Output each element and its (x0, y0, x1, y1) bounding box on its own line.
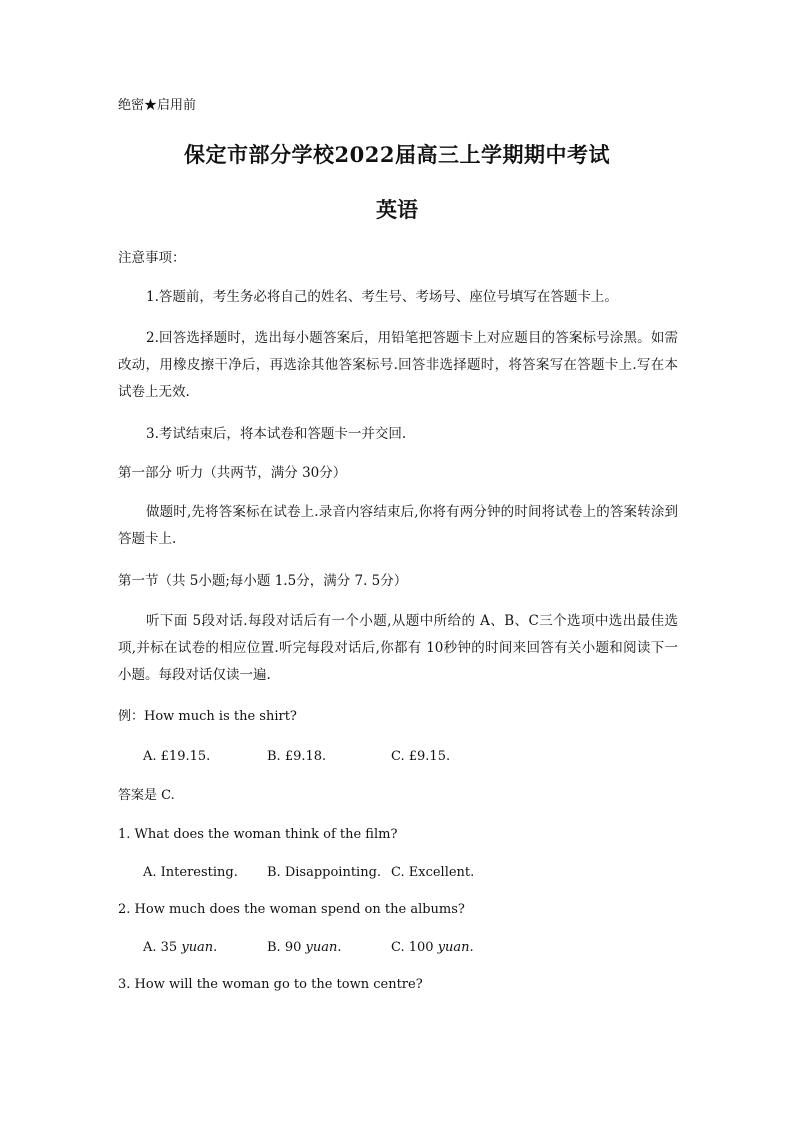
q2-option-a-value: A. 35 (143, 940, 178, 955)
q1-option-b: B. Disappointing. (267, 865, 382, 880)
question-2: 2. How much does the woman spend on the albums? (118, 902, 465, 917)
q2-option-a (143, 939, 217, 957)
q2-option-c-unit: yuan. (437, 940, 474, 955)
question-3: 3. How will the woman go to the town centre? (118, 977, 423, 992)
exam-title: 保定市部分学校2022届高三上学期期中考试 (184, 142, 610, 167)
example-answer: 答案是 C. (118, 788, 175, 803)
part1-intro: 做题时,先将答案标在试卷上.录音内容结束后,你将有两分钟的时间将试卷上的答案转涂到答题卡上. (118, 504, 678, 547)
q2-option-b-unit: yuan. (305, 940, 342, 955)
q1-option-c: C. Excellent. (391, 865, 475, 880)
subject-title: 英语 (376, 197, 418, 222)
example-option-a: A. £19.15. (143, 749, 211, 764)
part1-heading: 第一部分 听力（共两节，满分 30分） (118, 465, 347, 481)
question-1: 1. What does the woman think of the film? (118, 827, 398, 842)
q2-option-c (391, 939, 474, 957)
example-option-b: B. £9.18. (267, 749, 327, 764)
notes-item-3: 3.考试结束后，将本试卷和答题卡一并交回. (146, 426, 407, 442)
q2-option-b-value: B. 90 (267, 940, 302, 955)
q1-option-a: A. Interesting. (143, 865, 238, 880)
section1-intro: 听下面 5段对话.每段对话后有一个小题,从题中所给的 A、B、C三个选项中选出最佳选项,并标在试卷的相应位置.听完每段对话后,你都有 10秒钟的时间来回答有关小题和阅读下一小题。每段对话仅读一遍. (118, 613, 678, 683)
notes-item-1: 1.答题前，考生务必将自己的姓名、考生号、考场号、座位号填写在答题卡上。 (146, 289, 618, 305)
confidential-label: 绝密★启用前 (118, 98, 197, 113)
q2-option-a-unit: yuan. (181, 940, 218, 955)
notes-heading: 注意事项： (118, 250, 186, 266)
q2-option-c-value: C. 100 (391, 940, 434, 955)
example-question: 例：How much is the shirt? (118, 709, 297, 724)
notes-item-2: 2.回答选择题时，选出每小题答案后，用铅笔把答题卡上对应题目的答案标号涂黑。如需改动，用橡皮擦干净后，再选涂其他答案标号.回答非选择题时，将答案写在答题卡上.写在本试卷上无效. (118, 330, 678, 400)
example-option-c: C. £9.15. (391, 749, 451, 764)
q2-option-b (267, 939, 342, 957)
section1-heading: 第一节（共 5小题;每小题 1.5分，满分 7. 5分） (118, 573, 408, 589)
